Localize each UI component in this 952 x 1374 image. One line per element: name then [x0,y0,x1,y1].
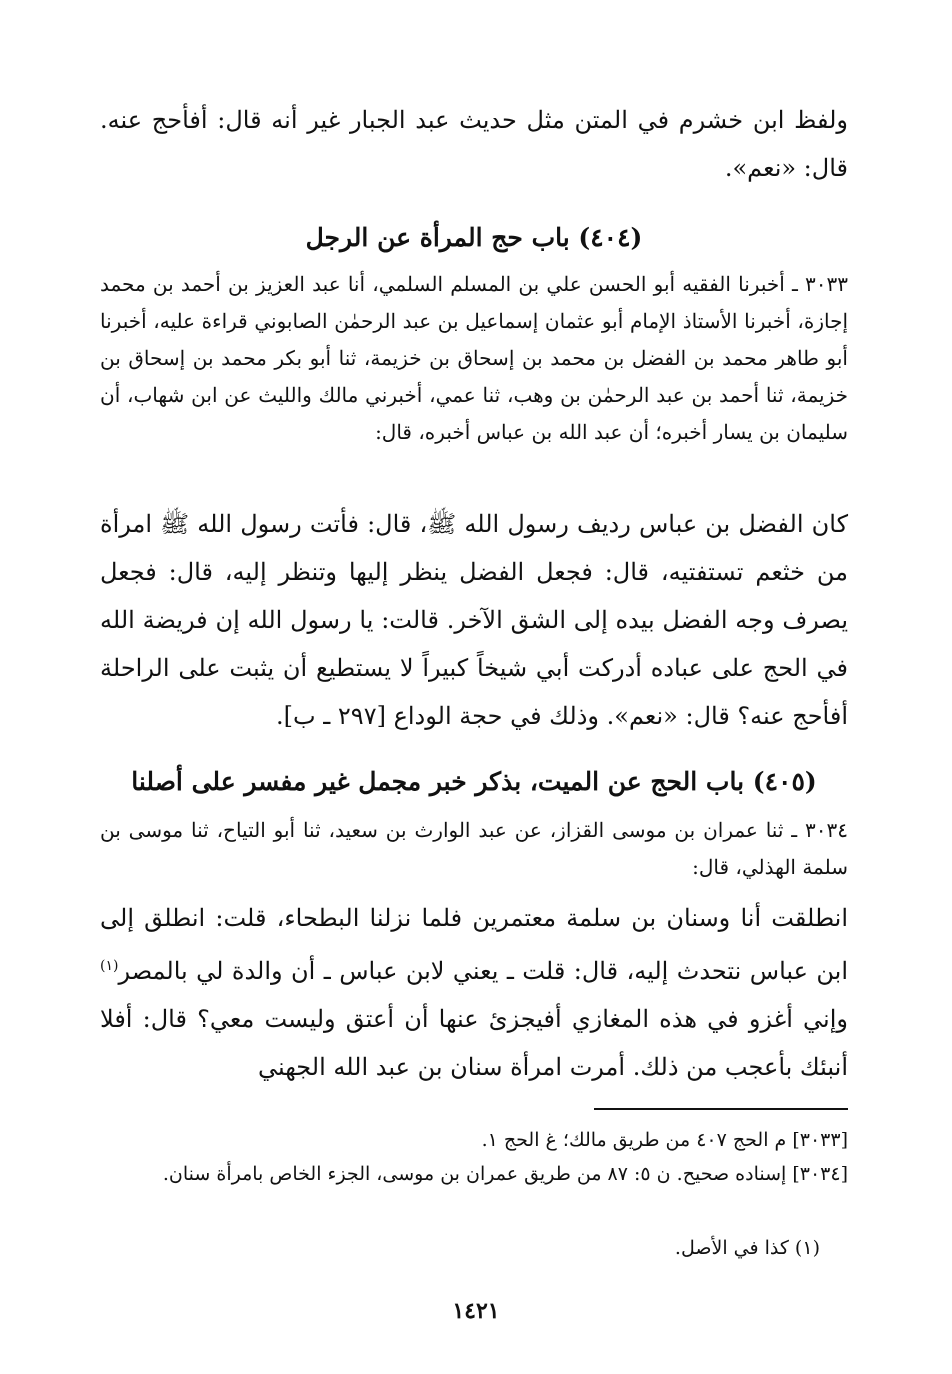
footnote-marker[interactable]: (١) [100,958,119,974]
footnote-3033: [٣٠٣٣] م الحج ٤٠٧ من طريق مالك؛ غ الحج ١. [481,1129,848,1151]
matn-3033: كان الفضل بن عباس رديف رسول الله ﷺ، قال: فأتت رسول الله ﷺ امرأة من خثعم تستفتيه، قال: فجعل الفضل ينظر إليها وتنظر إليه، قال: فجعل يصرف وجه الفضل بيده إلى الشق الآخر. قالت: يا رسول الله إن فريضة الله في الحج على عباده أدركت أبي شيخاً كبيراً لا يستطيع أن يثبت على الراحلة أفأحج عنه؟ قال: «نعم». وذلك في حجة الوداع [٢٩٧ ـ ب]. [100,510,849,730]
intro-paragraph: ولفظ ابن خشرم في المتن مثل حديث عبد الجبار غير أنه قال: أفأحج عنه. قال: «نعم». [100,106,848,182]
chapter-heading-405: (٤٠٥) باب الحج عن الميت، بذكر خبر مجمل غير مفسر على أصلنا [131,767,817,796]
matn-3034-part-b: وإني أغزو في هذه المغازي أفيجزئ عنها أن أعتق وليست معي؟ قال: أفلا أنبئك بأعجب من ذلك. أمرت امرأة سنان بن عبد الله الجهني [100,1005,848,1081]
matn-3034 [100,894,848,1091]
page-number: ١٤٢١ [452,1298,500,1324]
matn-3034-part-a: انطلقت أنا وسنان بن سلمة معتمرين فلما نزلنا البطحاء، قلت: انطلق إلى ابن عباس نتحدث إليه، قال: قلت ـ يعني لابن عباس ـ أن والدة لي بالمصر [100,904,848,985]
footnote-divider [594,1108,848,1110]
isnad-3033: ٣٠٣٣ ـ أخبرنا الفقيه أبو الحسن علي بن المسلم السلمي، أنا عبد العزيز بن أحمد بن محمد إجازة، أخبرنا الأستاذ الإمام أبو عثمان إسماعيل بن عبد الرحمٰن الصابوني قراءة عليه، أخبرنا أبو طاهر محمد بن الفضل بن محمد بن إسحاق بن خزيمة، ثنا أبو بكر محمد بن إسحاق بن خزيمة، ثنا أحمد بن عبد الرحمٰن بن وهب، ثنا عمي، أخبرني مالك والليث عن ابن شهاب، أن سليمان بن يسار أخبره؛ أن عبد الله بن عباس أخبره، قال: [100,272,848,444]
footnote-3034: [٣٠٣٤] إسناده صحيح. ن ٥: ٨٧ من طريق عمران بن موسى، الجزء الخاص بامرأة سنان. [162,1163,848,1185]
isnad-3034: ٣٠٣٤ ـ ثنا عمران بن موسى القزاز، عن عبد الوارث بن سعيد، ثنا أبو التياح، ثنا موسى بن سلمة الهذلي، قال: [100,818,848,879]
chapter-heading-404: (٤٠٤) باب حج المرأة عن الرجل [305,223,643,252]
footnote-1: (١) كذا في الأصل. [674,1237,820,1259]
